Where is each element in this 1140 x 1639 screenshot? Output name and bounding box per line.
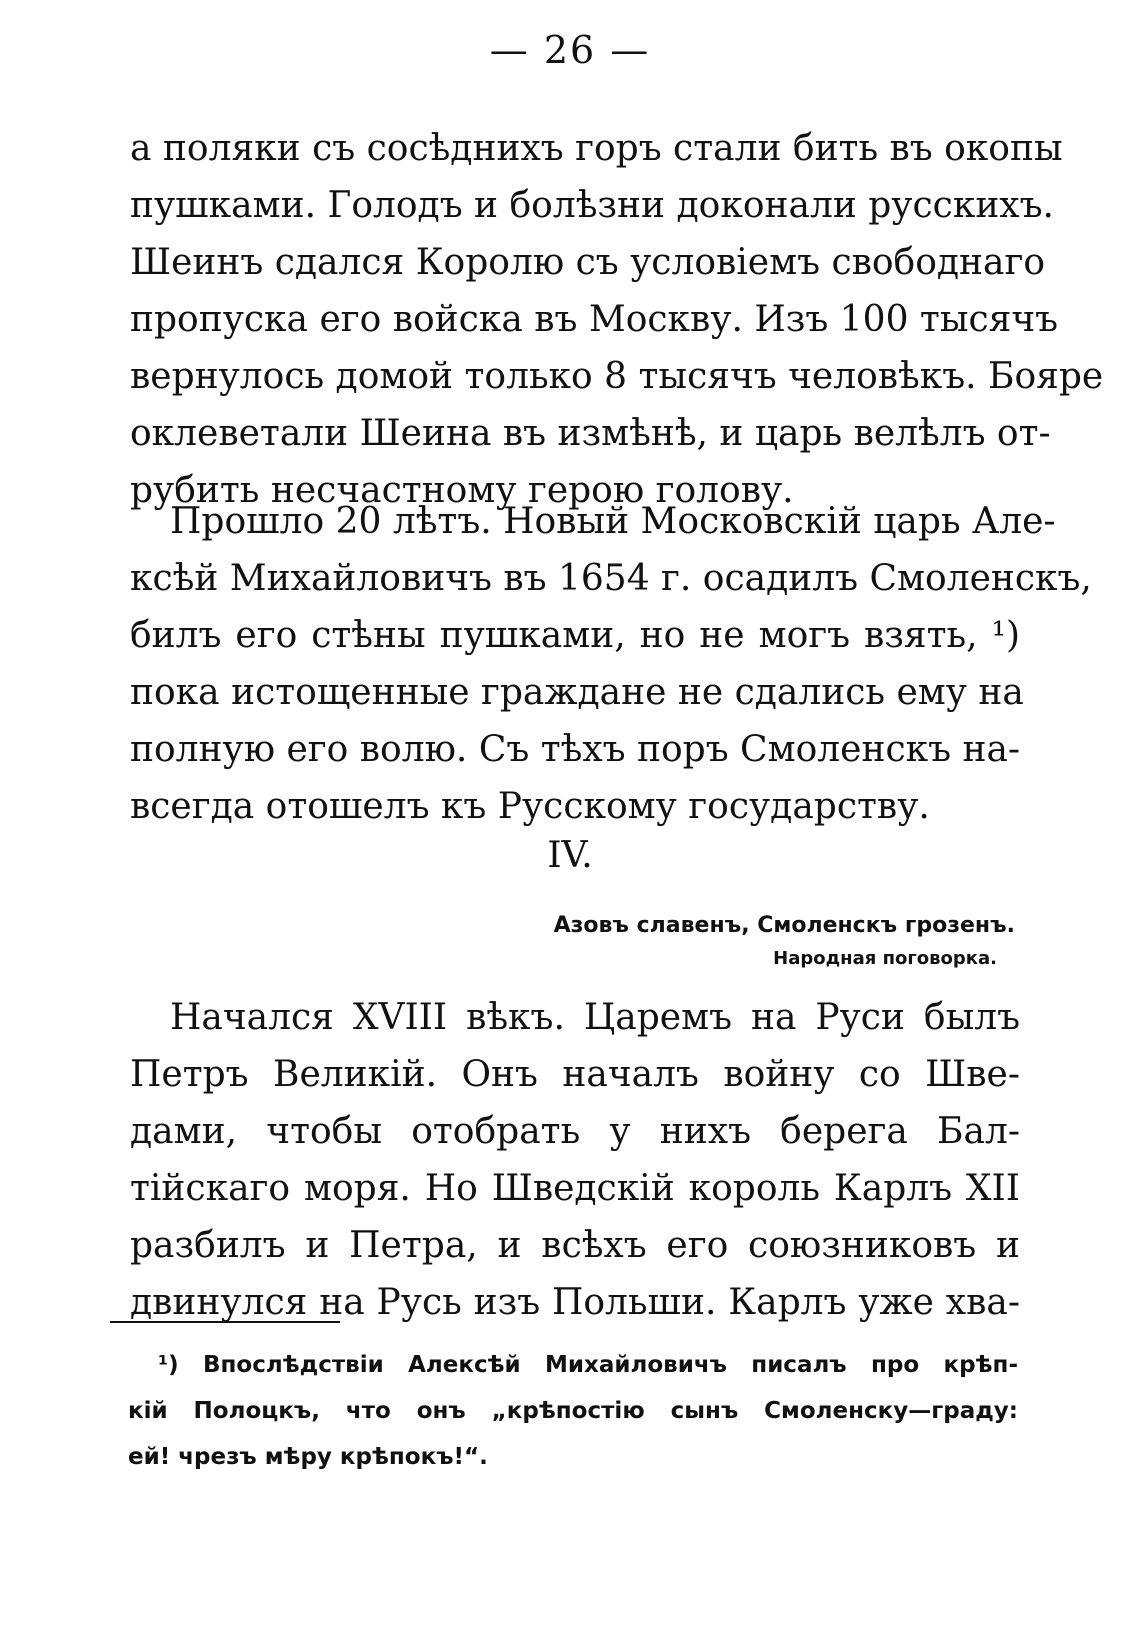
text-line: Прошло 20 лѣтъ. Новый Московскій царь Але- (170, 501, 1056, 542)
text-line: полную его волю. Съ тѣхъ поръ Смоленскъ на- (130, 729, 1021, 770)
text-line: Шеинъ сдался Королю съ условіемъ свободнаго (130, 242, 1046, 283)
text-line: дами, чтобы отобрать у нихъ берега Бал- (130, 1111, 1020, 1152)
text-line: пропуска его войска въ Москву. Изъ 100 тысячъ (130, 299, 1059, 340)
text-line: ксѣй Михайловичъ въ 1654 г. осадилъ Смоленскъ, (130, 558, 1092, 599)
paragraph-peter-the-great (130, 989, 1020, 1331)
footnote-line: ¹) Впослѣдствіи Алексѣй Михайловичъ писалъ про крѣп- (158, 1352, 1018, 1378)
text-line: всегда отошелъ къ Русскому государству. (130, 786, 930, 827)
text-line: Петръ Великій. Онъ началъ войну со Шве- (130, 1054, 1020, 1095)
text-line: а поляки съ сосѣднихъ горъ стали бить въ окопы (130, 128, 1063, 169)
text-line: Начался XVIII вѣкъ. Царемъ на Руси былъ (170, 997, 1020, 1038)
text-line: разбилъ и Петра, и всѣхъ его союзниковъ и (130, 1225, 1020, 1266)
text-line: тійскаго моря. Но Шведскій король Карлъ XII (130, 1168, 1020, 1209)
footnote-divider (110, 1321, 340, 1323)
text-line: двинулся на Русь изъ Польши. Карлъ уже хва- (130, 1282, 1020, 1323)
epigraph (554, 908, 1015, 974)
text-line: билъ его стѣны пушками, но не могъ взять, ¹) (130, 615, 1020, 656)
footnote-line: ей! чрезъ мѣру крѣпокъ!“. (128, 1444, 488, 1470)
footnote-line: кій Полоцкъ, что онъ „крѣпостію сынъ Смоленску—граду: (128, 1398, 1018, 1424)
text-line: рубить несчастному герою голову. (130, 470, 794, 511)
page-number: — 26 — (489, 28, 651, 72)
text-line: вернулось домой только 8 тысячъ человѣкъ. Бояре (130, 356, 1104, 397)
text-line: пока истощенные граждане не сдались ему на (130, 672, 1024, 713)
paragraph-siege-of-smolensk (130, 120, 1104, 519)
footnote (128, 1342, 1018, 1480)
paragraph-alexei-mikhailovich (130, 493, 1092, 835)
epigraph-quote: Азовъ славенъ, Смоленскъ грозенъ. (553, 913, 1015, 938)
text-line: пушками. Голодъ и болѣзни доконали русскихъ. (130, 185, 1054, 226)
text-line: оклеветали Шеина въ измѣнѣ, и царь велѣлъ от- (130, 413, 1051, 454)
epigraph-source: Народная поговорка. (773, 948, 997, 969)
chapter-heading: IV. (547, 835, 593, 876)
